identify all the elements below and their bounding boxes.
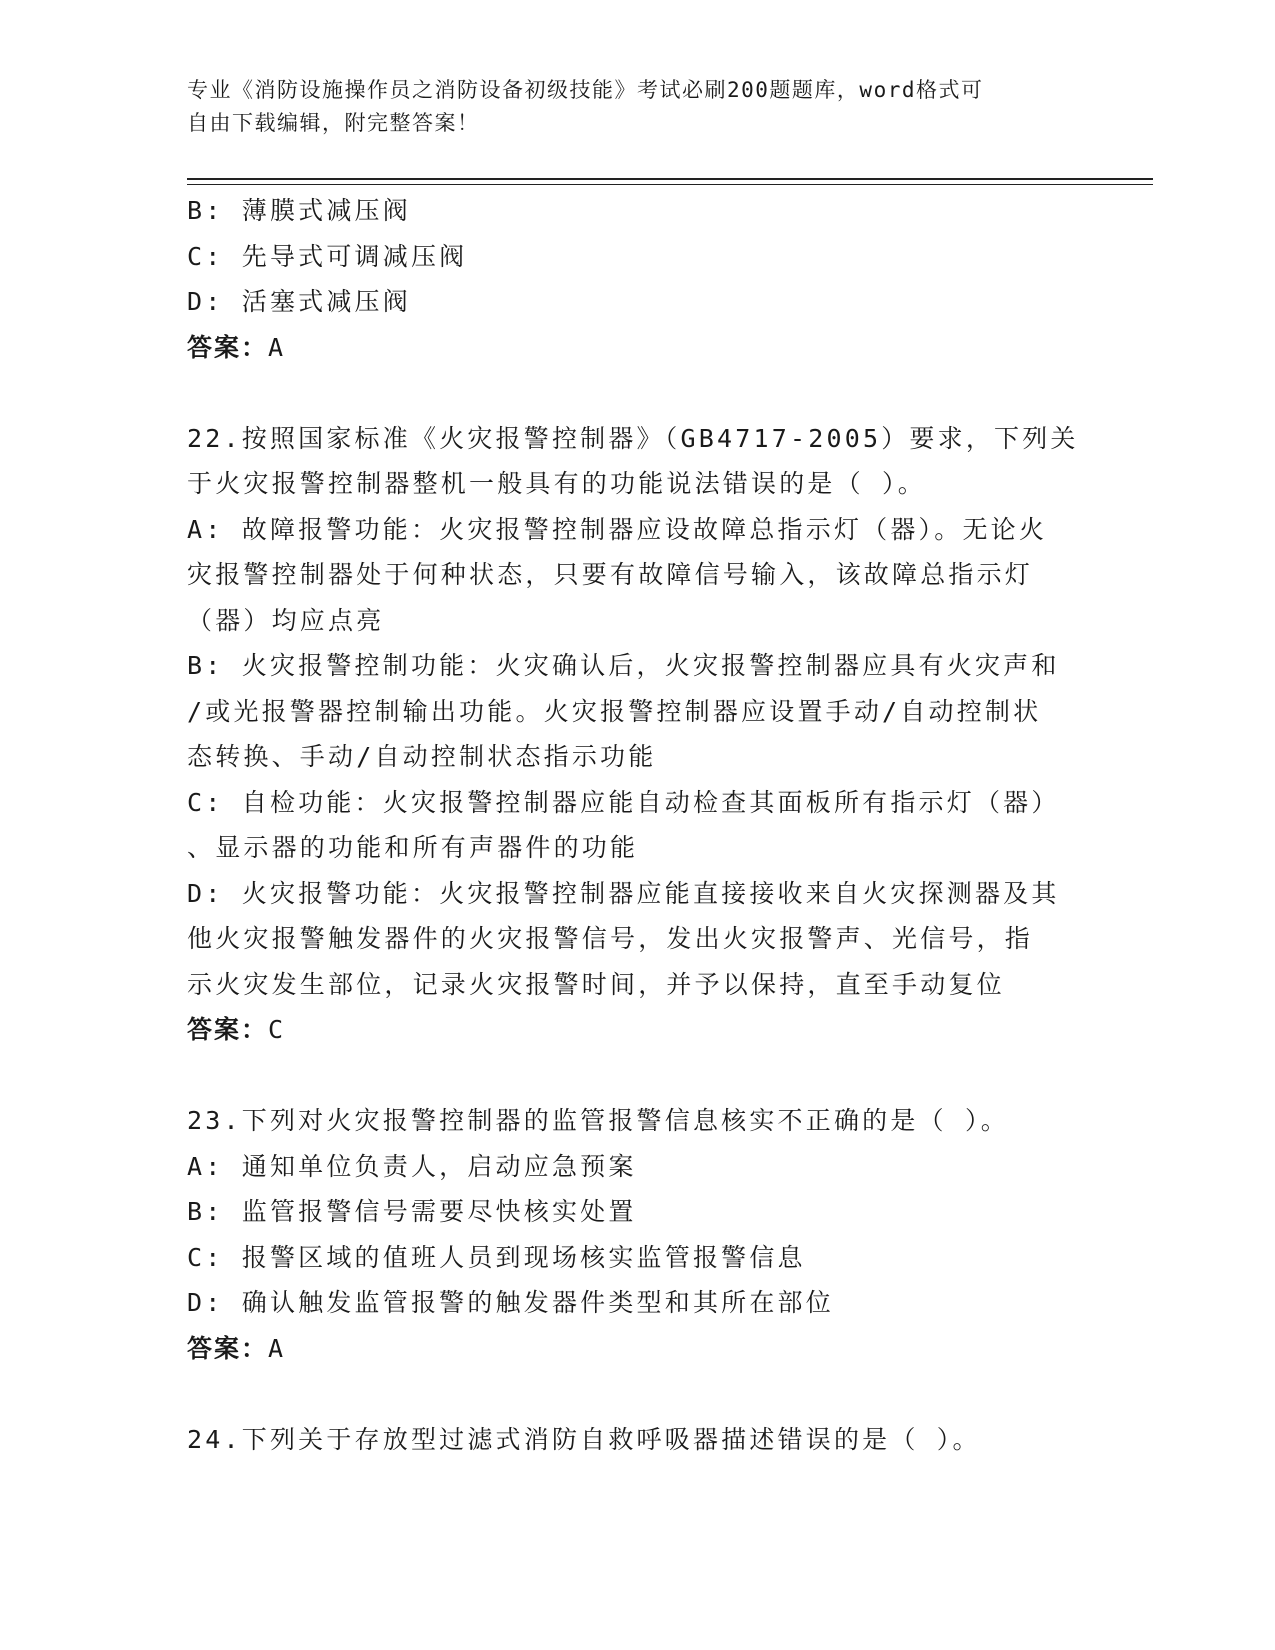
q23-option-d: D: 确认触发监管报警的触发器件类型和其所在部位 [187,1288,834,1317]
q21-answer-value: A [268,332,286,362]
spacer [187,370,1087,416]
q22-answer [187,1007,1087,1053]
q22-option-a-line-3: （器）均应点亮 [187,605,385,635]
q22-option-d-line-3: 示火灾发生部位，记录火灾报警时间，并予以保持，直至手动复位 [187,969,1005,999]
q21-option-c: C: 先导式可调减压阀 [187,241,468,271]
question-21-tail [187,188,1087,370]
q22-answer-value: C [268,1015,286,1044]
q22-option-c-line-2: 、显示器的功能和所有声器件的功能 [187,833,639,862]
header-line-1: 专业《消防设施操作员之消防设备初级技能》考试必刷200题题库，word格式可 [187,78,984,102]
q23-option-b: B: 监管报警信号需要尽快核实处置 [187,1197,637,1226]
header-line-2: 自由下载编辑，附完整答案！ [187,111,480,135]
spacer [187,1053,1087,1099]
q23-answer-label: 答案： [187,1333,269,1363]
question-22 [187,416,1087,1053]
q23-answer-value: A [268,1333,286,1363]
q23-stem: 23.下列对火灾报警控制器的监管报警信息核实不正确的是（ ）。 [187,1106,1009,1135]
header-divider-thick [187,178,1153,180]
question-24 [187,1417,1087,1463]
header-divider-thin [187,184,1153,185]
spacer [187,1371,1087,1417]
document-header [187,74,1067,140]
q21-answer [187,325,1087,371]
q22-stem-line-1: 22.按照国家标准《火灾报警控制器》（GB4717-2005）要求，下列关 [187,423,1079,453]
q21-answer-label: 答案： [187,332,269,362]
q21-option-d: D: 活塞式减压阀 [187,287,411,316]
q23-option-c: C: 报警区域的值班人员到现场核实监管报警信息 [187,1242,806,1272]
q21-option-b: B: 薄膜式减压阀 [187,196,411,225]
q22-option-b-line-1: B: 火灾报警控制功能：火灾确认后，火灾报警控制器应具有火灾声和 [187,651,1060,680]
q23-answer [187,1326,1087,1372]
question-content [187,188,1087,1462]
q22-option-c-line-1: C: 自检功能：火灾报警控制器应能自动检查其面板所有指示灯（器） [187,787,1060,817]
q22-stem-line-2: 于火灾报警控制器整机一般具有的功能说法错误的是（ ）。 [187,469,926,498]
q23-option-a: A: 通知单位负责人，启动应急预案 [187,1151,637,1181]
q22-option-d-line-2: 他火灾报警触发器件的火灾报警信号，发出火灾报警声、光信号，指 [187,924,1034,953]
q22-answer-label: 答案： [187,1015,269,1044]
q22-option-a-line-1: A: 故障报警功能：火灾报警控制器应设故障总指示灯（器）。无论火 [187,514,1048,544]
q22-option-a-line-2: 灾报警控制器处于何种状态，只要有故障信号输入，该故障总指示灯 [187,560,1034,589]
q22-option-b-line-3: 态转换、手动/自动控制状态指示功能 [187,742,657,771]
question-23 [187,1098,1087,1371]
q22-option-b-line-2: /或光报警器控制输出功能。火灾报警控制器应设置手动/自动控制状 [187,696,1042,726]
q22-option-d-line-1: D: 火灾报警功能：火灾报警控制器应能直接接收来自火灾探测器及其 [187,878,1060,908]
q24-stem: 24.下列关于存放型过滤式消防自救呼吸器描述错误的是（ ）。 [187,1424,981,1454]
